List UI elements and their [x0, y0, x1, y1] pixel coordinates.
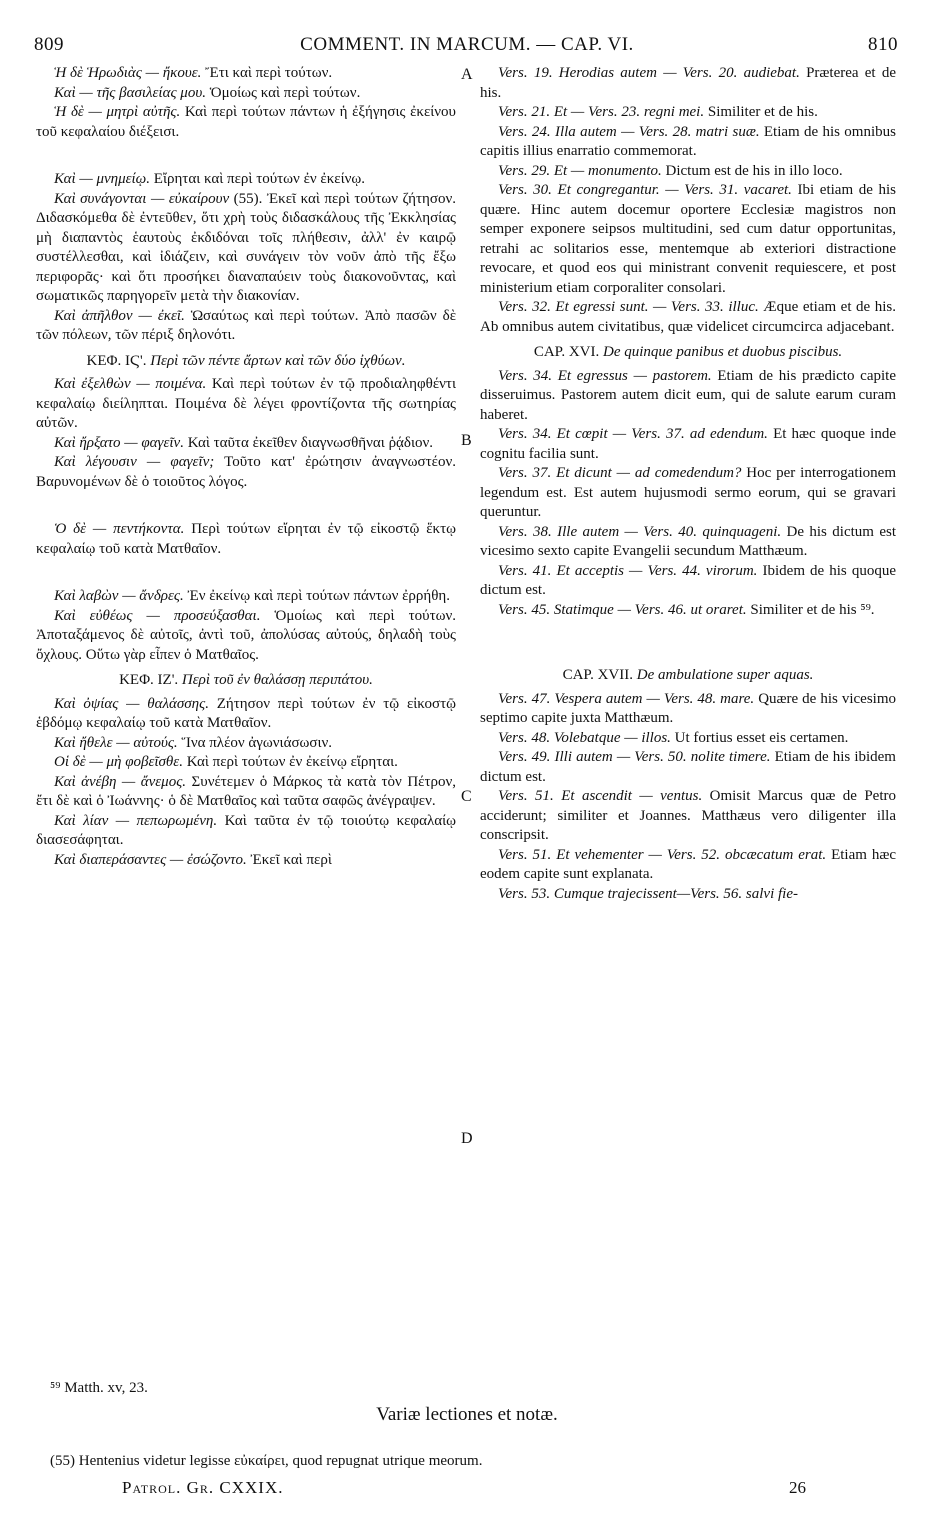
latin-para-13: Vers. 47. Vespera autem — Vers. 48. mare. Quære de his vicesimo septimo capite juxta Matthæum. [480, 690, 897, 726]
greek-para-10: Ὁ δὲ — πεντήκοντα. Περὶ τούτων εἴρηται ἐν τῷ εἰκοστῷ ἕκτῳ κεφαλαίῳ τοῦ κατὰ Ματθαῖον. [36, 521, 457, 557]
greek-column [36, 64, 456, 870]
latin-para-18: Vers. 53. Cumque trajecissent—Vers. 56. salvi fie- [498, 885, 798, 902]
page-number-right: 810 [868, 34, 898, 55]
greek-para-11: Καὶ λαβὼν — ἄνδρες. Ἐν ἐκείνῳ καὶ περὶ τούτων πάντων ἐρρήθη. [54, 588, 450, 604]
greek-para-6: Καὶ ἀπῆλθον — ἐκεῖ. Ὡσαύτως καὶ περὶ τούτων. Ἀπὸ πασῶν δὲ τῶν πόλεων, τῶν πέριξ δηλονότι. [36, 307, 456, 343]
latin-para-14: Vers. 48. Volebatque — illos. Ut fortius esset eis certamen. [498, 729, 849, 746]
margin-mark-c: C [461, 788, 472, 805]
greek-para-4: Καὶ — μνημείῳ. Εἴρηται καὶ περὶ τούτων ἐν ἐκείνῳ. [54, 171, 366, 187]
greek-para-16: Καὶ ἀνέβη — ἄνεμος. Συνέτεμεν ὁ Μάρκος τὰ κατὰ τὸν Πέτρον, ἔτι δὲ καὶ ὁ Ἰωάννης· ὁ δὲ Ματθαῖος καὶ ταῦτα σαφῶς ἀνέγραψεν. [36, 773, 456, 809]
latin-para-12: Vers. 45. Statimque — Vers. 46. ut oraret. Similiter et de his ⁵⁹. [498, 601, 875, 618]
latin-para-5: Vers. 30. Et congregantur. — Vers. 31. vacaret. Ibi etiam de his quære. Hinc autem docemur oportere Ecclesiæ magistros non semper exponere seipsos multitudini, sed cum datur opportunitas, retrahi ac solitarios esse, mentemque ab exteriori distractione revocare, et quod eos qui ministrant convenit requiescere, et post ministerium etiam corporaliter consolari. [480, 182, 896, 296]
greek-para-8: Καὶ ἤρξατο — φαγεῖν. Καὶ ταῦτα ἐκεῖθεν διαγνωσθῆναι ῥᾴδιον. [54, 434, 434, 451]
latin-para-2: Vers. 21. Et — Vers. 23. regni mei. Similiter et de his. [498, 104, 818, 120]
sheet-number: 26 [789, 1478, 806, 1497]
greek-para-1: Ἡ δὲ Ἡρωδιὰς — ἤκουε. Ἔτι καὶ περὶ τούτων. [54, 65, 333, 81]
greek-para-12: Καὶ εὐθέως — προσεύξασθαι. Ὁμοίως καὶ περὶ τούτων. Ἀποταξάμενος δὲ αὐτοῖς, ἀντὶ τοῦ, ἀπολύσας αὐτούς, δηλαδὴ τοὺς ὄχλους. Οὕτω γὰρ εἶπεν ὁ Ματθαῖος. [36, 607, 456, 663]
greek-para-9: Καὶ λέγουσιν — φαγεῖν; Τοῦτο κατ' ἐρώτησιν ἀναγνωστέον. Βαρυνομένων δὲ ὁ τοιοῦτος λόγος. [36, 454, 456, 490]
greek-para-2: Καὶ — τῆς βασιλείας μου. Ὁμοίως καὶ περὶ τούτων. [54, 84, 361, 101]
latin-para-6: Vers. 32. Et egressi sunt. — Vers. 33. illuc. Æque etiam et de his. Ab omnibus autem civitatibus, quæ videlicet circumcirca adjacebant. [480, 299, 896, 335]
greek-para-17: Καὶ λίαν — πεπωρωμένη. Καὶ ταῦτα ἐν τῷ τοιούτῳ κεφαλαίῳ διασεσάφηται. [36, 812, 456, 848]
latin-para-17: Vers. 51. Et vehementer — Vers. 52. obcæcatum erat. Etiam hæc eodem capite sunt explanata. [480, 846, 896, 882]
page-number-left: 809 [34, 34, 64, 55]
latin-para-15: Vers. 49. Illi autem — Vers. 50. nolite timere. Etiam de his ibidem dictum est. [480, 749, 896, 785]
latin-para-4: Vers. 29. Et — monumento. Dictum est de his in illo loco. [498, 162, 843, 179]
latin-para-11: Vers. 41. Et acceptis — Vers. 44. virorum. Ibidem de his quoque dictum est. [480, 562, 896, 598]
notes-title: Variæ lectiones et notæ. [376, 1404, 558, 1425]
signature-mark: Patrol. Gr. CXXIX. [122, 1478, 284, 1497]
greek-para-15: Οἱ δὲ — μὴ φοβεῖσθε. Καὶ περὶ τούτων ἐν ἐκείνῳ εἴρηται. [54, 754, 398, 770]
footnote-59: ⁵⁹ Matth. xv, 23. [50, 1380, 148, 1396]
latin-para-1: Vers. 19. Herodias autem — Vers. 20. audiebat. Præterea et de his. [480, 65, 896, 101]
greek-para-5: Καὶ συνάγονται — εὐκαίρουν (55). Ἐκεῖ καὶ περὶ τούτων ζήτησον. Διδασκόμεθα δὲ ἐντεῦθεν, ὅτι χρὴ τοὺς διδασκάλους τῆς Ἐκκλησίας μὴ διαπαντὸς ἑαυτοὺς ἐκδιδόναι τοῖς πλήθεσιν, ἀλλ' ἐν καιρῷ συστέλλεσθαι, καὶ ἰδιάζειν, καὶ συνάγειν τὸν νοῦν ἀπὸ τῆς ἔξω περιφορᾶς· καὶ ὅτι προσήκει διαναπαύειν τοὺς διακονοῦντας, καὶ σωματικῶς παρηγορεῖν μετὰ τὴν διακονίαν. [36, 190, 456, 304]
latin-column [480, 64, 896, 904]
margin-mark-a: A [461, 66, 473, 83]
greek-para-13: Καὶ ὀψίας — θαλάσσης. Ζήτησον περὶ τούτων ἐν τῷ εἰκοστῷ ἑβδόμῳ κεφαλαίῳ τοῦ κατὰ Ματθαῖον. [36, 695, 456, 731]
running-title: COMMENT. IN MARCUM. — CAP. VI. [300, 34, 634, 55]
latin-para-7: Vers. 34. Et egressus — pastorem. Etiam de his prædicto capite disseruimus. Pastorem autem dicit eum, qui de salute earum curam haberet. [480, 367, 896, 423]
latin-para-16: Vers. 51. Et ascendit — ventus. Omisit Marcus quæ de Petro acciderunt; similiter et Joannes. Matthæus vero diligenter illa conscripsit. [480, 788, 896, 843]
greek-para-18: Καὶ διαπεράσαντες — ἐσώζοντο. Ἐκεῖ καὶ περὶ [54, 851, 332, 868]
greek-chapter-17-heading: ΚΕΦ. ΙΖ'. Περὶ τοῦ ἐν θαλάσσῃ περιπάτου. [119, 672, 373, 688]
greek-para-3: Ἡ δὲ — μητρὶ αὐτῆς. Καὶ περὶ τούτων πάντων ἡ ἐξήγησις ἐκείνου τοῦ κεφαλαίου διέξεισι. [36, 104, 456, 140]
greek-para-14: Καὶ ἤθελε — αὐτούς. Ἵνα πλέον ἀγωνιάσωσιν. [54, 734, 333, 751]
latin-chapter-16-heading: CAP. XVI. De quinque panibus et duobus piscibus. [533, 344, 843, 360]
greek-para-7: Καὶ ἐξελθὼν — ποιμένα. Καὶ περὶ τούτων ἐν τῷ προδιαληφθέντι κεφαλαίῳ διείληπται. Ποιμένα δὲ λέγει φροντίζοντα τῆς σωτηρίας αὐτῶν. [36, 376, 456, 431]
margin-mark-d: D [461, 1130, 473, 1147]
latin-para-10: Vers. 38. Ille autem — Vers. 40. quinquageni. De his dictum est vicesimo sexto capite Evangelii secundum Matthæum. [480, 523, 896, 559]
greek-chapter-16-heading: ΚΕΦ. ΙϚ'. Περὶ τῶν πέντε ἄρτων καὶ τῶν δύο ἰχθύων. [86, 352, 406, 369]
latin-para-9: Vers. 37. Et dicunt — ad comedendum? Hoc per interrogationem legendum est. Est autem hujusmodi sermo eorum, qui se gravari queruntur. [480, 465, 896, 520]
margin-mark-b: B [461, 432, 472, 449]
note-55: (55) Hentenius videtur legisse εὐκαίρει, quod repugnat utrique meorum. [50, 1453, 483, 1469]
latin-para-3: Vers. 24. Illa autem — Vers. 28. matri suæ. Etiam de his omnibus capitis illius enarratio commemorat. [480, 123, 896, 159]
latin-chapter-17-heading: CAP. XVII. De ambulatione super aquas. [562, 667, 814, 683]
latin-para-8: Vers. 34. Et cœpit — Vers. 37. ad edendum. Et hæc quoque inde cognitu facilia sunt. [480, 426, 896, 462]
